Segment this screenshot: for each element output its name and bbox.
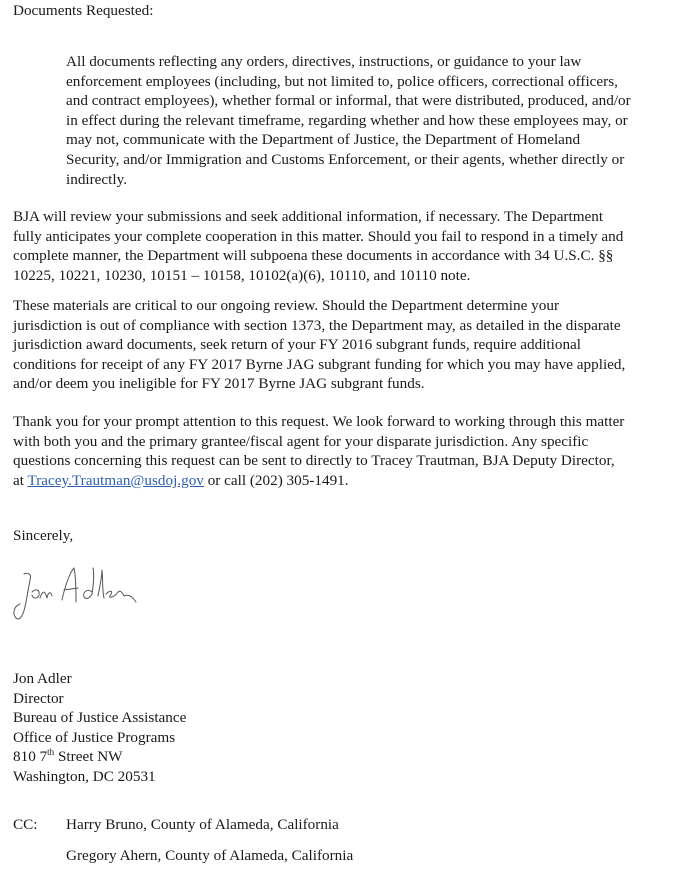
paragraph-thank-you <box>13 412 697 490</box>
paragraph-line: fully anticipates your complete cooperation in this matter. Should you fail to respond in a timely and <box>13 227 624 245</box>
paragraph-line: BJA will review your submissions and seek additional information, if necessary. The Department <box>13 208 604 225</box>
street-name: Street NW <box>54 748 123 766</box>
signer-title: Director <box>13 689 64 707</box>
item-line: may not, communicate with the Department of Justice, the Department of Homeland <box>66 131 581 149</box>
item-line: All documents reflecting any orders, directives, instructions, or guidance to your law <box>66 53 582 70</box>
email-link[interactable]: Tracey.Trautman@usdoj.gov <box>27 471 204 489</box>
ordinal-suffix: th <box>47 747 55 758</box>
paragraph-line: questions concerning this request can be sent to directly to Tracey Trautman, BJA Deputy Director, <box>13 452 615 470</box>
paragraph-compliance <box>13 296 697 394</box>
cc-label: CC: <box>13 816 38 833</box>
handwritten-signature-icon <box>10 562 150 632</box>
street-number: 810 7 <box>13 748 48 766</box>
closing-salutation: Sincerely, <box>13 527 74 544</box>
paragraph-contact-line <box>13 471 697 491</box>
paragraph-line: with both you and the primary grantee/fiscal agent for your disparate jurisdiction. Any specific <box>13 432 589 450</box>
paragraph-line: jurisdiction award documents, seek return of your FY 2016 subgrant funds, require additional <box>13 336 581 354</box>
signature-block <box>13 669 186 787</box>
contact-prefix: at <box>13 471 28 489</box>
cc-recipient: Harry Bruno, County of Alameda, California <box>66 816 339 833</box>
contact-suffix: or call (202) 305-1491. <box>203 471 349 489</box>
item-line: Security, and/or Immigration and Customs Enforcement, or their agents, whether directly or <box>66 150 625 168</box>
cc-recipient: Gregory Ahern, County of Alameda, California <box>66 847 354 864</box>
item-line: in effect during the relevant timeframe, regarding whether and how these employees may, or <box>66 111 628 129</box>
signer-city: Washington, DC 20531 <box>13 767 156 785</box>
requested-documents-item <box>66 52 696 189</box>
paragraph-line: complete manner, the Department will subpoena these documents in accordance with 34 U.S.C. §§ <box>13 247 614 265</box>
documents-requested-heading: Documents Requested: <box>13 2 154 19</box>
item-line: indirectly. <box>66 170 128 188</box>
paragraph-line: and/or deem you ineligible for FY 2017 Byrne JAG subgrant funds. <box>13 375 425 393</box>
paragraph-line: 10225, 10221, 10230, 10151 – 10158, 10102(a)(6), 10110, and 10110 note. <box>13 266 471 284</box>
paragraph-line: jurisdiction is out of compliance with section 1373, the Department may, as detailed in the disparate <box>13 316 621 334</box>
signer-org-bureau: Bureau of Justice Assistance <box>13 709 187 727</box>
signer-org-office: Office of Justice Programs <box>13 728 176 746</box>
signer-street-address <box>13 747 186 767</box>
item-line: enforcement employees (including, but not limited to, police officers, correctional officers, <box>66 72 618 90</box>
item-line: and contract employees), whether formal or informal, that were distributed, produced, and/or <box>66 92 631 110</box>
signer-name: Jon Adler <box>13 670 72 687</box>
paragraph-line: These materials are critical to our ongoing review. Should the Department determine your <box>13 297 560 314</box>
paragraph-review-subpoena <box>13 207 697 285</box>
paragraph-line: Thank you for your prompt attention to this request. We look forward to working through this matter <box>13 413 625 430</box>
paragraph-line: conditions for receipt of any FY 2017 Byrne JAG subgrant funding for which you may have applied, <box>13 355 626 373</box>
